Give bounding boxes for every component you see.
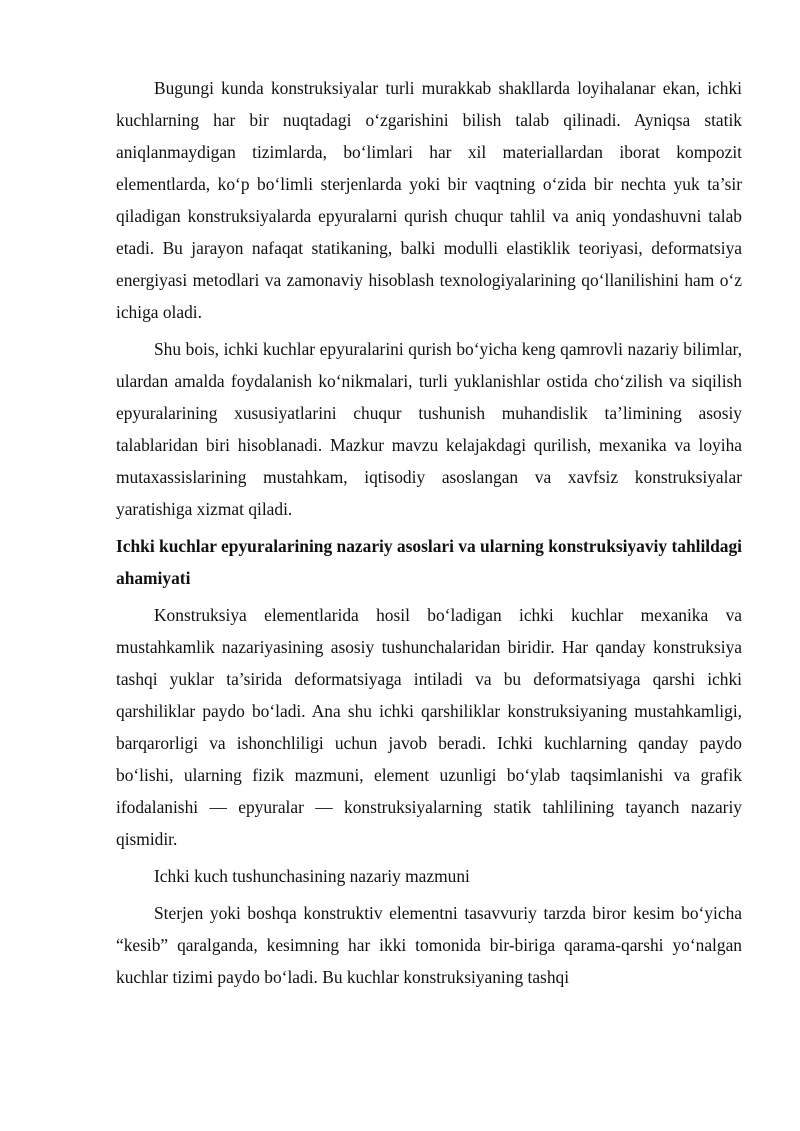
document-page (116, 72, 742, 998)
subsection-heading: Ichki kuch tushunchasining nazariy mazmuni (154, 866, 470, 886)
section-heading: Ichki kuchlar epyuralarining nazariy asoslari va ularning konstruksiyaviy tahlildagi ahamiyati (116, 536, 742, 588)
intro-paragraph-1: Bugungi kunda konstruksiyalar turli murakkab shakllarda loyihalanar ekan, ichki kuchlarning har bir nuqtadagi o‘zgarishini bilish talab qilinadi. Ayniqsa statik aniqlanmaydigan tizimlarda, bo‘limlari har xil materiallardan iborat kompozit elementlarda, ko‘p bo‘limli sterjenlarda yoki bir vaqtning o‘zida bir nechta yuk ta’sir qiladigan konstruksiyalarda epyuralarni qurish chuqur tahlil va aniq yondashuvni talab etadi. Bu jarayon nafaqat statikaning, balki modulli elastiklik teoriyasi, deformatsiya energiyasi metodlari va zamonaviy hisoblash texnologiyalarining qo‘llanilishini ham o‘z ichiga oladi. (116, 78, 742, 322)
intro-paragraph-2: Shu bois, ichki kuchlar epyuralarini qurish bo‘yicha keng qamrovli nazariy bilimlar, ulardan amalda foydalanish ko‘nikmalari, turli yuklanishlar ostida cho‘zilish va siqilish epyuralarining xususiyatlarini chuqur tushunish muhandislik ta’limining asosiy talablaridan biri hisoblanadi. Mazkur mavzu kelajakdagi qurilish, mexanika va loyiha mutaxassislarining mustahkam, iqtisodiy asoslangan va xavfsiz konstruksiyalar yaratishiga xizmat qiladi. (116, 339, 742, 519)
section-paragraph: Konstruksiya elementlarida hosil bo‘ladigan ichki kuchlar mexanika va mustahkamlik nazariyasining asosiy tushunchalaridan biridir. Har qanday konstruksiya tashqi yuklar ta’sirida deformatsiyaga intiladi va bu deformatsiyaga qarshi ichki qarshiliklar paydo bo‘ladi. Ana shu ichki qarshiliklar konstruksiyaning mustahkamligi, barqarorligi va ishonchliligi uchun javob beradi. Ichki kuchlarning qanday paydo bo‘lishi, ularning fizik mazmuni, element uzunligi bo‘ylab taqsimlanishi va grafik ifodalanishi — epyuralar — konstruksiyalarning statik tahlilining tayanch nazariy qismidir. (116, 605, 742, 849)
final-paragraph: Sterjen yoki boshqa konstruktiv elementni tasavvuriy tarzda biror kesim bo‘yicha “kesib” qaralganda, kesimning har ikki tomonida bir-biriga qarama-qarshi yo‘nalgan kuchlar tizimi paydo bo‘ladi. Bu kuchlar konstruksiyaning tashqi (116, 903, 742, 987)
